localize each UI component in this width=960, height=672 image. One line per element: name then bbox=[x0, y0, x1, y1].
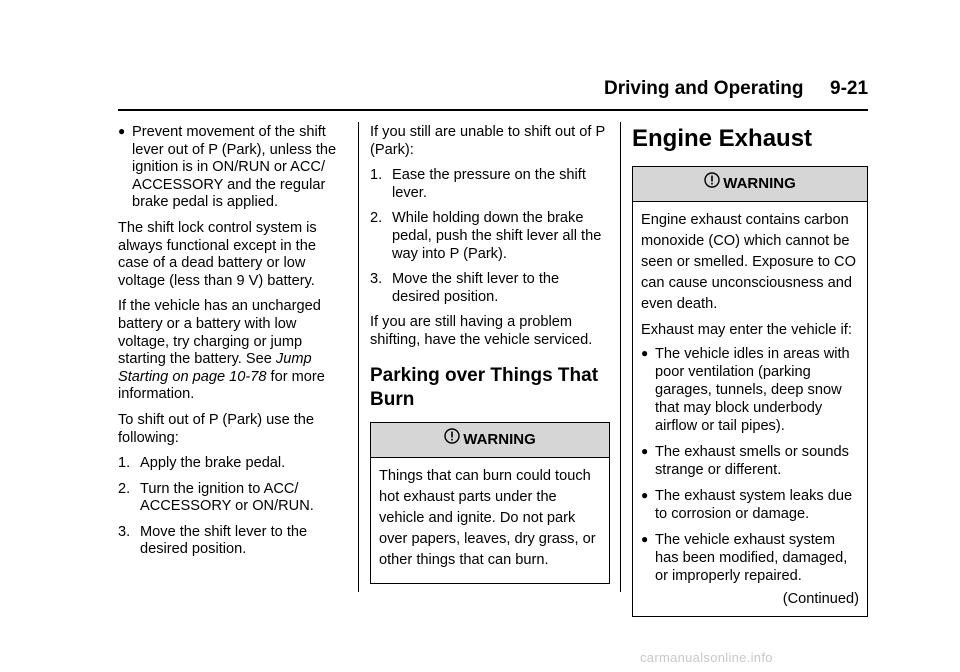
list-item: 1. Apply the brake pedal. bbox=[118, 455, 286, 472]
list-item: ● Prevent movement of the shift lever out of P (Park), unless the ignition is in ON/RUN or ACC/ ACCESSORY and the regular brake pedal is applied. bbox=[118, 124, 337, 211]
paragraph: If you still are unable to shift out of P (Park): bbox=[370, 124, 605, 158]
header-divider bbox=[118, 109, 868, 111]
warning-box bbox=[632, 166, 868, 617]
watermark: carmanualsonline.info bbox=[640, 650, 773, 665]
paragraph: If you are still having a problem shifting, have the vehicle serviced. bbox=[370, 314, 593, 348]
bullet-icon: ● bbox=[118, 124, 126, 138]
list-item: ● The exhaust smells or sounds strange or different. bbox=[641, 444, 849, 478]
warning-header: WARNING bbox=[633, 167, 867, 202]
continued-label: (Continued) bbox=[782, 591, 859, 607]
list-item: 1. Ease the pressure on the shift lever. bbox=[370, 167, 586, 201]
warning-body: Engine exhaust contains carbon monoxide (CO) which cannot be seen or smelled. Exposure to CO can cause unconsciousness and even death. Exhaust may enter the vehicle if: ● The vehicle idles in areas with poor ventilation (parking garages, tunnels, deep snow that may block underbody airflow or tail pipes). ● The exhaust smells or sounds strange or different. ● The exhaust system leaks due to corrosion or damage. ● The vehicle exhaust system has been modified, damaged, or improperly repaired. (Continued) bbox=[633, 202, 867, 616]
column-2 bbox=[370, 124, 610, 584]
paragraph: If the vehicle has an uncharged battery or a battery with low voltage, try charging or jump starting the battery. See Jump Starting on page 10-78 for more information. bbox=[118, 298, 325, 403]
warning-icon bbox=[704, 167, 720, 201]
subsection-title: Parking over Things That Burn bbox=[370, 364, 599, 410]
bullet-icon: ● bbox=[641, 532, 649, 546]
warning-icon bbox=[444, 423, 460, 457]
page-number: 9-21 bbox=[830, 78, 869, 99]
section-header-title: Driving and Operating bbox=[604, 78, 804, 99]
warning-box bbox=[370, 422, 610, 584]
column-divider-2 bbox=[620, 122, 621, 592]
list-item: ● The exhaust system leaks due to corrosion or damage. bbox=[641, 488, 853, 522]
bullet-icon: ● bbox=[641, 444, 649, 458]
column-1 bbox=[118, 124, 350, 567]
paragraph: To shift out of P (Park) use the following: bbox=[118, 411, 315, 446]
list-item: 2. While holding down the brake pedal, push the shift lever all the way into P (Park). bbox=[370, 210, 602, 262]
bullet-icon: ● bbox=[641, 346, 649, 360]
warning-body: Things that can burn could touch hot exhaust parts under the vehicle and ignite. Do not park over papers, leaves, dry grass, or other things that can burn. bbox=[379, 467, 596, 568]
column-divider-1 bbox=[358, 122, 359, 592]
cross-reference-link[interactable]: Jump Starting on page 10-78 bbox=[118, 351, 312, 385]
list-item: ● The vehicle idles in areas with poor ventilation (parking garages, tunnels, deep snow that may block underbody airflow or tail pipes). bbox=[641, 346, 850, 434]
warning-header: WARNING bbox=[371, 423, 609, 458]
list-item: ● The vehicle exhaust system has been modified, damaged, or improperly repaired. bbox=[641, 532, 848, 584]
list-item: 2. Turn the ignition to ACC/ ACCESSORY or ON/RUN. bbox=[118, 480, 314, 515]
list-item: 3. Move the shift lever to the desired position. bbox=[118, 523, 308, 558]
section-title: Engine Exhaust bbox=[632, 125, 813, 152]
list-item: 3. Move the shift lever to the desired position. bbox=[370, 271, 560, 305]
column-3 bbox=[632, 124, 868, 617]
paragraph: The shift lock control system is always functional except in the case of a dead battery or low voltage (less than 9 V) battery. bbox=[118, 219, 317, 289]
bullet-icon: ● bbox=[641, 488, 649, 502]
